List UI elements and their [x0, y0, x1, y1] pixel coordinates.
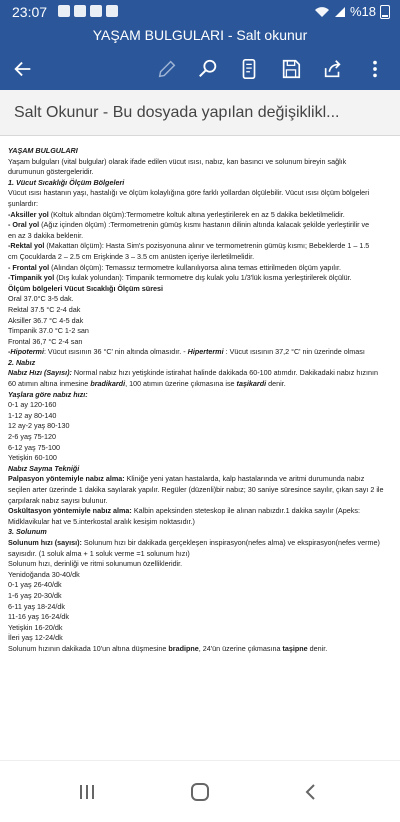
doc-line: 1-12 ay 80-140 — [8, 410, 57, 420]
doc-term: bradikardi — [90, 379, 126, 389]
doc-line: Yaşlara göre nabız hızı: — [8, 389, 88, 399]
doc-text: Kliniğe yeni yatan hastalarda, kalp hastalarında ve aritmi durumunda nabız — [124, 474, 365, 484]
doc-line: Aksiller 36.7 °C 4-5 dak — [8, 315, 84, 325]
document-content — [8, 146, 400, 655]
doc-text: Kalbin apeksinden steteskop ile alınan nabızdır.1 dakika sayılır (Apeks: — [131, 506, 360, 516]
notification-icons — [58, 5, 118, 17]
doc-line: cm Çocuklarda 2 – 2.5 cm Erişkinde 3 – 3.5 cm anüsten içeriye ilerletilmelidir. — [8, 251, 255, 261]
doc-line — [8, 379, 400, 390]
doc-text: (Makattan ölçüm): Hasta Sim's pozisyonuna alınır ve termometrenin gümüş kısmı; Bebeklerde 1 – 1.5 — [44, 241, 370, 251]
doc-text: Solunum hızı bir dakikada gerçekleşen inspirasyon(nefes alma) ve ekspirasyon(nefes verme) — [81, 537, 380, 547]
doc-term: - Oral yol — [8, 220, 40, 230]
doc-term: taşipne — [282, 643, 308, 653]
doc-line — [8, 146, 400, 157]
notification-icon — [58, 5, 70, 17]
doc-term: bradipne — [168, 643, 199, 653]
doc-line: Yaşam bulguları (vital bulgular) olarak ifade edilen vücut ısısı, nabız, kan basıncı ve solunum bireyin sağlık — [8, 156, 347, 166]
notification-icon — [74, 5, 86, 17]
doc-line: Yenidoğanda 30-40/dk — [8, 569, 80, 579]
doc-line: Solunum hızı, derinliği ve ritmi solunumun özellikleridir. — [8, 559, 183, 569]
doc-term: - Frontal yol — [8, 262, 50, 272]
doc-line: sayısıdır. (1 soluk alma + 1 soluk verme =1 solunum hızı) — [8, 548, 190, 558]
doc-line — [8, 220, 400, 231]
doc-line — [8, 368, 400, 379]
nav-back-icon — [301, 782, 321, 802]
doc-line: çarpılarak nabız sayısı bulunur. — [8, 495, 108, 505]
mobile-view-icon — [238, 58, 260, 80]
doc-line: 2-6 yaş 75-120 — [8, 432, 56, 442]
doc-line — [8, 241, 400, 252]
doc-line: şunlardır: — [8, 198, 38, 208]
search-button[interactable] — [193, 54, 223, 84]
doc-line: Yetişkin 60-100 — [8, 453, 57, 463]
recent-apps-icon — [77, 782, 97, 802]
doc-heading: YAŞAM BULGULARI — [8, 146, 78, 155]
doc-line: Midklavikular hat ve 5.interkostal aralık kesişim noktasıdır.) — [8, 516, 195, 526]
doc-text: (Alından ölçüm): Temassız termometre kullanılıyorsa alına temas ettirilmeden ölçüm yapılır. — [49, 262, 342, 272]
doc-line: 0-1 ay 120-160 — [8, 400, 57, 410]
share-icon — [322, 58, 344, 80]
doc-text: Solunum hızının dakikada 10'un altına düşmesine — [8, 643, 169, 653]
status-right — [314, 4, 390, 19]
doc-text: denir. — [266, 379, 286, 389]
doc-line: 1. Vücut Sıcaklığı Ölçüm Bölgeleri — [8, 177, 125, 187]
doc-line: 6-11 yaş 18-24/dk — [8, 601, 66, 611]
doc-term: Hipertermi — [187, 347, 224, 357]
document-view[interactable] — [0, 140, 400, 760]
doc-line: Yetişkin 16-20/dk — [8, 622, 63, 632]
back-arrow-icon — [12, 58, 34, 80]
doc-text: 60 atımın altına inmesine — [8, 379, 91, 389]
doc-line — [8, 474, 400, 485]
doc-line — [8, 506, 400, 517]
more-vertical-icon — [364, 58, 386, 80]
document-title: YAŞAM BULGULARI - Salt okunur — [0, 24, 400, 48]
doc-line: 2. Nabız — [8, 357, 36, 367]
doc-line — [8, 644, 400, 655]
doc-line: 3. Solunum — [8, 527, 47, 537]
doc-line: 12 ay-2 yaş 80-130 — [8, 421, 70, 431]
doc-line — [8, 273, 400, 284]
doc-line — [8, 210, 400, 221]
doc-term: Solunum hızı (sayısı): — [8, 537, 82, 547]
doc-term: -Hipotermi — [8, 347, 44, 357]
edit-button[interactable] — [152, 54, 182, 84]
doc-term: -Timpanik yol — [8, 273, 55, 283]
back-button[interactable] — [8, 54, 38, 84]
doc-term: Nabız Hızı (Sayısı): — [8, 368, 72, 378]
status-time: 23:07 — [12, 4, 48, 20]
pencil-icon — [156, 58, 178, 80]
system-nav-bar — [0, 760, 400, 822]
more-options-button[interactable] — [360, 54, 390, 84]
doc-line: Rektal 37.5 °C 2-4 dak — [8, 304, 81, 314]
doc-line: Vücut ısısı hastanın yaşı, hastalığı ve ölçüm kolaylığına göre farklı yollardan ölçülebilir. Vücut ısısı ölçüm bölgeleri — [8, 188, 370, 198]
doc-term: -Aksiller yol — [8, 209, 49, 219]
home-button[interactable] — [185, 779, 215, 805]
doc-term: taşikardi — [236, 379, 267, 389]
doc-term: Oskültasyon yöntemiyle nabız alma: — [8, 506, 132, 516]
doc-text: (Ağız içinden ölçüm) :Termometrenin gümüş kısmı hastanın dilinin altında kalacak şekilde yerleştirilir ve — [39, 220, 370, 230]
doc-line: 11-16 yaş 16-24/dk — [8, 612, 69, 622]
nav-back-button[interactable] — [296, 779, 326, 805]
doc-line: en az 3 dakika beklenir. — [8, 230, 84, 240]
save-button[interactable] — [276, 54, 306, 84]
doc-term: -Rektal yol — [8, 241, 45, 251]
doc-text: denir. — [307, 643, 328, 653]
doc-line: 6-12 yaş 75-100 — [8, 442, 60, 452]
recent-apps-button[interactable] — [72, 779, 102, 805]
doc-text: : Vücut ısısının 37,2 °C' nin üzerinde olması — [223, 347, 365, 357]
doc-line — [8, 538, 400, 549]
save-icon — [280, 58, 302, 80]
notification-icon — [90, 5, 102, 17]
doc-text: , 24'ün üzerine çıkmasına — [198, 643, 283, 653]
doc-text: , 100 atımın üzerine çıkmasına ise — [125, 379, 237, 389]
doc-text: (Dış kulak yolundan): Timpanik termometre dış kulak yolu 1/3'lük kısma yerleştirilerek ölçülür. — [54, 273, 352, 283]
doc-line: Nabız Sayma Tekniği — [8, 463, 80, 473]
wifi-icon — [314, 6, 330, 18]
read-only-banner-text: Salt Okunur - Bu dosyada yapılan değişiklikl... — [14, 104, 340, 121]
doc-text: : Vücut ısısının 36 °C' nin altında olmasıdır. - — [43, 347, 188, 357]
doc-line: Frontal 36,7 °C 2-4 san — [8, 336, 83, 346]
doc-line: seçilen arter üzerinde 1 dakika sayılarak yapılır. Regüler (düzenli)bir nabız; 30 saniye süresince sayılır, çıkan sayı 2 ile — [8, 485, 384, 494]
search-icon — [197, 58, 219, 80]
doc-term: Palpasyon yöntemiyle nabız alma: — [8, 474, 125, 484]
share-button[interactable] — [318, 54, 348, 84]
doc-line: Timpanik 37.0 °C 1-2 san — [8, 326, 89, 336]
battery-icon — [380, 5, 390, 19]
home-icon — [190, 782, 210, 802]
battery-percent: %18 — [349, 4, 376, 19]
app-toolbar — [0, 48, 400, 90]
status-bar — [0, 0, 400, 24]
doc-line — [8, 263, 400, 274]
signal-icon — [334, 6, 346, 18]
doc-text: Normal nabız hızı yetişkinde istirahat halinde dakikada 60-100 atımdır. Dakikadaki nabız hızının — [71, 368, 378, 378]
doc-line: İleri yaş 12-24/dk — [8, 633, 63, 643]
read-only-banner[interactable] — [0, 90, 400, 136]
notification-icon — [106, 5, 118, 17]
doc-line: 0-1 yaş 26-40/dk — [8, 580, 62, 590]
doc-text: (Koltuk altından ölçüm):Termometre koltuk altına yerleştirilerek en az 5 dakika bekletilmelidir. — [48, 209, 345, 219]
mobile-view-button[interactable] — [234, 54, 264, 84]
doc-line: 1-6 yaş 20-30/dk — [8, 590, 62, 600]
doc-line: Oral 37.0°C 3-5 dak. — [8, 294, 74, 304]
doc-line: durumunun göstergeleridir. — [8, 167, 94, 177]
doc-line: Ölçüm bölgeleri Vücut Sıcaklığı Ölçüm süresi — [8, 283, 163, 293]
doc-line — [8, 347, 400, 358]
